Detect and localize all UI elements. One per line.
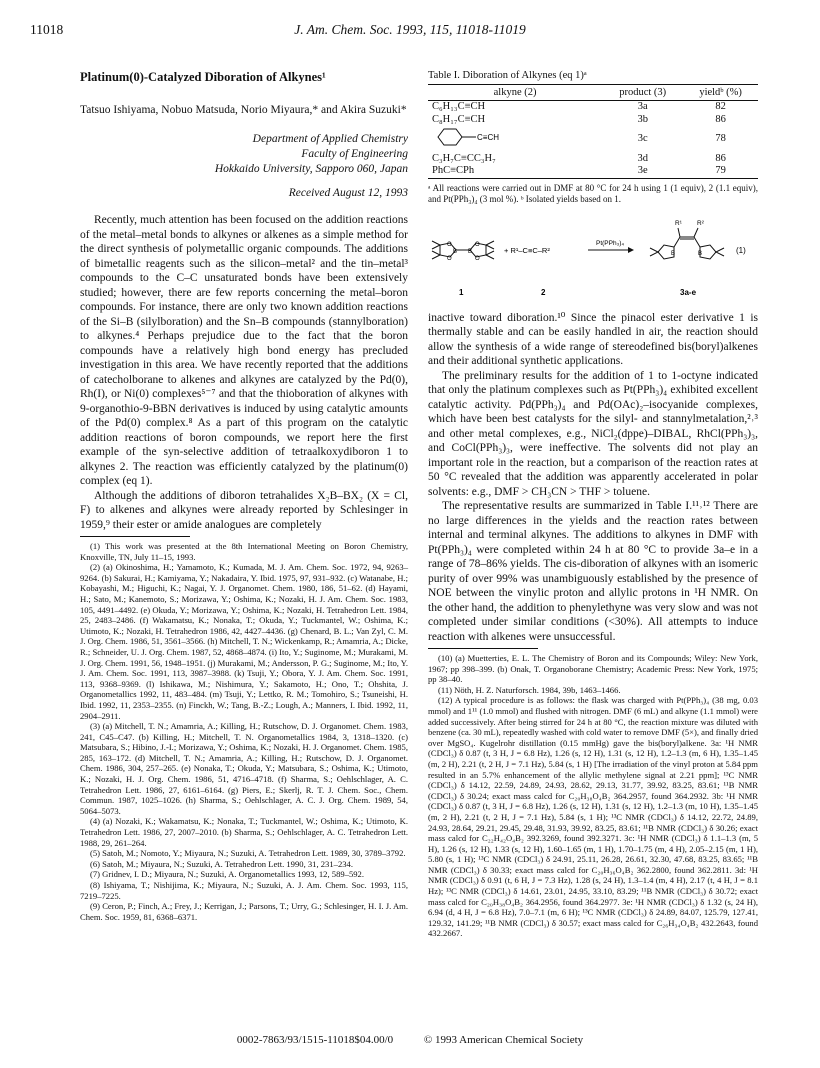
diboron-structure <box>432 241 494 259</box>
reaction-scheme <box>428 215 758 305</box>
footnote: (11) Nöth, H. Z. Naturforsch. 1984, 39b, 1463–1466. <box>438 684 621 695</box>
compound-2-label: 2 <box>541 287 546 297</box>
r1-label: R¹ <box>675 219 682 227</box>
footnote: (12) A typical procedure is as follows: the flask was charged with Pt(PPh₃)₄ (38 mg, 0.03 mmol) and 1¹¹ (1.0 mmol) and flushed with nitrogen. DMF (6 mL) and alkyne (1.1 mmol) were added successively. After being stirred for 24 h at 80 °C, the reaction mixture was diluted with benzene (ca. 30 mL), repeatedly washed with cold water to remove DMF (5×), and finally dried over MgSO₄. Kugelrohr distillation (0.15 mmHg) gave the bis(boryl)alkene. 3a: ¹H NMR (CDCl₃) δ 0.87 (t, 3 H, J = 6.8 Hz), 1.26 (s, 12 H), 1.31 (s, 12 H), 1.2–1.3 (m, 6 H), 1.35–1.45 (m, 2 H), 2.21 (t, 2 H, J = 7.1 Hz), 5.84 (s, 1 H) [The irradiation of the vinyl proton at 5.84 ppm resulted in an 5.7% enhancement of the allylic methylene signal at 2.21 ppm]; ¹³C NMR (CDCl₃) δ 14.12, 22.59, 24.89, 24.93, 28.62, 29.13, 31.77, 39.92, 83.25, 83.61; ¹¹B NMR (CDCl₃) δ 30.24; exact mass calcd for C₂₀H₃₈O₄B₂ 364.2957, found 364.2932. 3b: ¹H NMR (CDCl₃) δ 0.87 (t, 3 H, J = 6.8 Hz), 1.26 (s, 12 H), 1.31 (s, 12 H), 1.2–1.3 (m, 10 H), 1.35–1.45 (m, 2 H), 2.21 (t, 2 H, J = 7.1 Hz), 5.84 (s, 1 H); ¹³C NMR (CDCl₃) δ 14.12, 22.72, 24.89, 24.93, 28.64, 29.21, 29.45, 29.48, 31.93, 39.92, 83.25, 83.61; ¹¹B NMR (CDCl₃) δ 30.26; exact mass calcd for C₂₂H₄₂O₄B₂ 392.3269, found 392.3271. 3c: ¹H NMR (CDCl₃) δ 1.1–1.3 (m, 5 H), 1.26 (s, 12 H), 1.33 (s, 12 H), 1.60–1.65 (m, 1 H), 1.70–1.75 (m, 4 H), 2.05–2.15 (m, 1 H), 5.80 (s, 1 H); ¹³C NMR (CDCl₃) δ 24.91, 25.11, 26.28, 26.61, 32.30, 47.68, 83.25, 83.65; ¹¹B NMR (CDCl₃) δ 30.33; exact mass calcd for C₂₀H₃₆O₄B₂ 362.2800, found 362.2811. 3d: ¹H NMR (CDCl₃) δ 0.91 (t, 6 H, J = 7.3 Hz), 1.28 (s, 24 H), 1.3–1.4 (m, 4 H), 2.17 (t, 4 H, J = 8.1 Hz); ¹³C NMR (CDCl₃) δ 14.61, 23.01, 24.95, 33.10, 83.29; ¹¹B NMR (CDCl₃) δ 30.72; exact mass calcd for C₂₀H₃₈O₄B₂ 364.2956, found 364.2977. 3e: ¹H NMR (CDCl₃) δ 1.32 (s, 24 H), 6.94 (d, 4 H, J = 6.8 Hz), 7.0–7.1 (m, 6 H); ¹³C NMR (CDCl₃) δ 24.89, 84.07, 125.79, 127.41, 129.32, 141.29; ¹¹B NMR (CDCl₃) δ 30.57; exact mass calcd for C₂₆H₃₄O₄B₂ 432.2643, found 432.2667. <box>428 695 758 939</box>
page-footer <box>0 1034 820 1046</box>
copyright: © 1993 American Chemical Society <box>423 1034 584 1046</box>
received-date: Received August 12, 1993 <box>288 187 408 199</box>
table-header: alkyne (2) <box>428 85 602 101</box>
right-column <box>428 70 758 939</box>
table-cell: 79 <box>683 165 758 178</box>
body-paragraph: Although the additions of diboron tetrahalides X₂B–BX₂ (X = Cl, F) to alkenes and alkynes were already reported by Schlesinger in 1959,⁹ their ester or amide analogues are completely <box>80 489 408 531</box>
body-paragraph: inactive toward diboration.¹⁰ Since the pinacol ester derivative 1 is thermally stable and can be easily handled in air, the reaction should allow the synthesis of a wide range of stereodefined bis(boryl)alkenes and their additional synthetic applications. <box>428 311 758 367</box>
footnote: (2) (a) Okinoshima, H.; Yamamoto, K.; Kumada, M. J. Am. Chem. Soc. 1972, 94, 9263–9264. (b) Sakurai, H.; Kamiyama, Y.; Nakadaira, Y. Ibid. 1975, 97, 931–932. (c) Watanabe, H.; Kobayashi, M.; Higuchi, K.; Nagai, Y. J. Organomet. Chem. 1980, 186, 51–62. (d) Hayami, H.; Sato, M.; Kanemoto, S.; Morizawa, Y.; Oshima, K.; Nozaki, H. J. Am. Chem. Soc. 1983, 105, 4491–4492. (e) Okuda, Y.; Morizawa, Y.; Oshima, K.; Nozaki, H. Tetrahedron Lett. 1984, 25, 2483–2486. (f) Wakamatsu, K.; Nonaka, T.; Okuda, Y.; Tuckmantel, W.; Oshima, K.; Utimoto, K.; Nozaki, H. Tetrahedron 1986, 42, 4427–4436. (g) Chenard, B. L.; Van Zyl, C. M. J. Org. Chem. 1986, 51, 3561–3566. (h) Mitchell, T. N.; Wickenkamp, R.; Amamria, A.; Dicke, R.; Schneider, U. J. Org. Chem. 1987, 52, 4868–4874. (i) Ito, Y.; Suginome, M.; Murakami, M. J. Org. Chem. 1991, 56, 1948–1951. (j) Murakami, M.; Andersson, P. G.; Suginome, M.; Ito, Y. J. Am. Chem. Soc. 1991, 113, 3987–3988. (k) Tsuji, Y.; Obora, Y. J. Am. Chem. Soc. 1991, 113, 9368–9369. (l) Ishikawa, M.; Nishimura, Y.; Sakamoto, H.; Ono, T.; Ohshita, J. Organometallics 1992, 11, 483–484. (m) Tsuji, Y.; Lettko, R. M.; Tomohiro, S.; Tsuneishi, H. Ibid. 1992, 11, 2353–2355. (n) Finckh, W.; Tang, B.-Z.; Lough, A.; Manners, I. Ibid. 1992, 11, 2904–2911. <box>80 562 408 721</box>
oxygen-label: O <box>447 255 452 262</box>
footnote: (3) (a) Mitchell, T. N.; Amamria, A.; Killing, H.; Rutschow, D. J. Organomet. Chem. 1983, 241, C45–C47. (b) Killing, H.; Mitchell, T. N. Organometallics 1984, 3, 1318–1320. (c) Matsubara, S.; Hibino, J.-I.; Morizawa, Y.; Oshima, K.; Nozaki, H. J. Organomet. Chem. 1985, 285, 163–172. (d) Mitchell, T. N.; Amamria, A.; Killing, H.; Rutschow, D. J. Organomet. Chem. 1986, 304, 257–265. (e) Nonaka, T.; Okuda, Y.; Matsubara, S.; Oshima, K.; Utimoto, K.; Nozaki, H. J. Org. Chem. 1986, 51, 4716–4718. (f) Sharma, S.; Oehlschlager, A. C. Tetrahedron Lett. 1986, 27, 6161–6164. (g) Piers, E.; Skerlj, R. T. J. Chem. Soc., Chem. Commun. 1987, 1025–1026. (h) Sharma, S.; Oehlschlager, A. C. J. Org. Chem. 1989, 54, 5064–5073. <box>80 721 408 816</box>
table-cell: 86 <box>715 113 726 125</box>
equation-number: (1) <box>736 245 746 255</box>
footnote: (5) Satoh, M.; Nomoto, Y.; Miyaura, N.; Suzuki, A. Tetrahedron Lett. 1989, 30, 3789–3792. <box>90 848 406 859</box>
table-cell: 3a <box>637 101 648 112</box>
body-paragraph: Recently, much attention has been focused on the addition reactions of the metal–metal bonds to alkynes or alkenes as a simple method for the direct synthesis of polymetallic organic compounds. The additions of bimetallic reagents such as the silicon–metal² and the tin–metal³ compounds to the C–C unsaturated bonds have been extensively studied; however, there are few reports concerning the metal–boron compounds. For instance, there are only two known addition reactions of the Si–B (silylboration) and the Sn–B compounds (stannylboration) to alkynes.⁴ Perhaps prejudice due to the fact that the boron compounds have a relatively high bond energy has precluded investigation in this area. We have recently reported that the additions of catecholborane to alkenes and alkynes are catalyzed by the Pd(0), Rh(I), or Ni(0) complexes⁵⁻⁷ and that the thioboration of alkynes with 9-organothio-9-BBN derivatives is induced by using catalytic amounts of the Pd(0) complex.⁸ As a part of this program on the catalytic addition reactions of boron compounds, we report here the first example of the syn-selective addition of tetraalkoxydiboron 1 to alkynes 2. The reaction was efficiently catalyzed by the platinum(0) complex (eq 1). <box>80 214 408 487</box>
table-row <box>428 153 758 166</box>
results-table <box>428 84 758 179</box>
article-code: 0002-7863/93/1515-11018$04.00/0 <box>236 1034 394 1046</box>
oxygen-label: O <box>447 241 452 248</box>
table-cell: PhC≡CPh <box>428 165 602 178</box>
affiliation-university: Hokkaido University, Sapporo 060, Japan <box>214 163 408 175</box>
oxygen-label: O <box>475 255 480 262</box>
table-cell: 82 <box>715 101 726 112</box>
journal-citation: J. Am. Chem. Soc. 1993, 115, 11018-11019 <box>294 22 526 37</box>
table-cell: C₃H₇C≡CC₃H₇ <box>432 152 496 164</box>
boron-label: B <box>698 250 703 257</box>
footnote: (1) This work was presented at the 8th International Meeting on Boron Chemistry, Knoxville, TN, July 11–15, 1993. <box>80 541 408 562</box>
table-caption: Table I. Diboration of Alkynes (eq 1)ᵃ <box>428 70 587 81</box>
footnote: (9) Ceron, P.; Finch, A.; Frey, J.; Kerrigan, J.; Parsons, T.; Urry, G.; Schlesinger, H. I. J. Am. Chem. Soc. 1959, 81, 6368–6371. <box>80 901 408 922</box>
footnote: (10) (a) Muetterties, E. L. The Chemistry of Boron and its Compounds; Wiley: New York, 1967; pp 398–399. (b) Onak, T. Organoborane Chemistry; Academic Press: New York, 1975; pp 38–40. <box>428 653 758 685</box>
article-title: Platinum(0)-Catalyzed Diboration of Alkynes¹ <box>80 70 326 84</box>
table-row <box>428 165 758 178</box>
table-cell: C₈H₁₇C≡CH <box>432 113 486 125</box>
affiliation-faculty: Faculty of Engineering <box>301 148 408 160</box>
table-cell: 78 <box>715 133 726 144</box>
cyclohexyl-ring-drawing <box>432 126 542 148</box>
cyclohexylethyne-structure <box>428 126 602 153</box>
catalyst-label: Pt(PPh₃)₄ <box>596 239 625 247</box>
r2-label: R² <box>697 219 704 227</box>
affiliation-department: Department of Applied Chemistry <box>252 133 408 145</box>
boron-label: B <box>468 248 473 255</box>
author-list: Tatsuo Ishiyama, Nobuo Matsuda, Norio Miyaura,* and Akira Suzuki* <box>80 104 407 116</box>
footnote: (6) Satoh, M.; Miyaura, N.; Suzuki, A. Tetrahedron Lett. 1990, 31, 231–234. <box>90 858 353 869</box>
table-row <box>428 114 758 127</box>
table-header: product (3) <box>602 85 683 101</box>
table-header: yieldᵇ (%) <box>683 85 758 101</box>
footnotes-left <box>80 541 408 922</box>
ring-substituent-label: C≡CH <box>477 133 499 142</box>
table-footnote: ᵃ All reactions were carried out in DMF at 80 °C for 24 h using 1 (1 equiv), 2 (1.1 equiv), and Pt(PPh₃)₄ (3 mol %). ᵇ Isolated yields based on 1. <box>428 182 758 204</box>
left-column <box>80 70 408 922</box>
table-cell: C₆H₁₃C≡CH <box>432 101 486 112</box>
footnote-divider <box>428 648 538 649</box>
body-paragraph: The representative results are summarized in Table I.¹¹˒¹² There are no large differences in the yields and the reaction rates between internal and terminal alkynes. The additions to alkynes in DMF with Pt(PPh₃)₄ were completed within 24 h at 80 °C to provide 3a–e in a range of 78–86% yields. The cis-diboration of alkynes with an isomeric purity of over 99% was unambiguously established by the presence of NOE between the vinylic proton and allylic protons in ¹H NMR. On the other hand, the addition to phenylethyne was very slow and was not completed under similar conditions (<30%). All attempts to induce reaction with alkenes were unsuccessful. <box>428 500 758 643</box>
page-number: 11018 <box>30 22 64 37</box>
alkyne-reagent-label: + R¹–C≡C–R² <box>504 245 550 255</box>
product-structure <box>650 228 724 259</box>
footnote-divider <box>80 536 190 537</box>
body-paragraph: The preliminary results for the addition of 1 to 1-octyne indicated that only the platinum complexes such as Pt(PPh₃)₄ exhibited excellent catalytic activity. Pd(PPh₃)₄ and Pd(OAc)₂–isocyanide complexes, which have been best catalysts for the silyl- and stannylmetalation,²˒³ and other metal complexes, e.g., NiCl₂(dppe)–DIBAL, RhCl(PPh₃)₃, and CoCl(PPh₃)₃, were ineffective. The solvents did not play an important role in the reaction, but a comparison of the reaction rates at 50 °C revealed that the addition was apparently accelerated in polar solvents: e.g., DMF > CH₃CN > THF > toluene. <box>428 369 758 498</box>
table-row <box>428 101 758 114</box>
table-row <box>428 126 758 153</box>
compound-3-label: 3a-e <box>680 287 697 297</box>
footnotes-right <box>428 653 758 939</box>
footnote: (4) (a) Nozaki, K.; Wakamatsu, K.; Nonaka, T.; Tuckmantel, W.; Oshima, K.; Utimoto, K. Tetrahedron Lett. 1986, 27, 2007–2010. (b) Sharma, S.; Oehlschlager, A. C. Tetrahedron Lett. 1988, 29, 261–264. <box>80 816 408 848</box>
affiliation <box>80 132 408 177</box>
running-header <box>30 22 790 40</box>
footnote: (7) Gridnev, I. D.; Miyaura, N.; Suzuki, A. Organometallics 1993, 12, 589–592. <box>90 869 365 880</box>
arrow-head-icon <box>628 247 634 253</box>
compound-1-label: 1 <box>459 287 464 297</box>
boron-label: B <box>671 250 676 257</box>
table-cell: 3c <box>637 133 648 144</box>
boron-label: B <box>453 248 458 255</box>
table-cell: 86 <box>715 152 726 164</box>
oxygen-label: O <box>475 241 480 248</box>
table-cell: 3d <box>637 152 648 164</box>
footnote: (8) Ishiyama, T.; Nishijima, K.; Miyaura, N.; Suzuki, A. J. Am. Chem. Soc. 1993, 115, 7219–7225. <box>80 880 408 901</box>
reaction-scheme-drawing <box>428 215 758 305</box>
table-cell: 3b <box>637 113 648 125</box>
table-cell: 3e <box>602 165 683 178</box>
